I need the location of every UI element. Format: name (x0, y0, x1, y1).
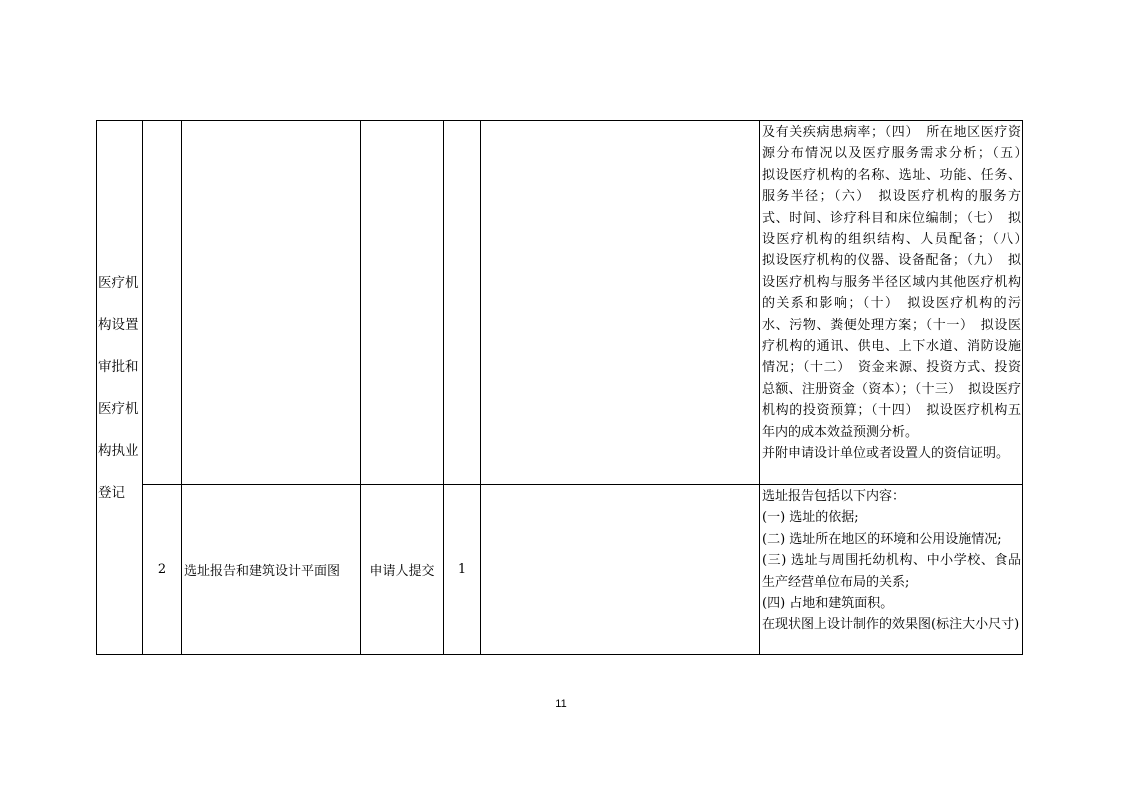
sequence-cell: 2 (143, 485, 182, 655)
material-cell: 选址报告和建筑设计平面图 (182, 485, 361, 655)
requirement-cell (760, 121, 1023, 485)
source-cell: 申请人提交 (361, 485, 444, 655)
count-cell: 1 (444, 485, 481, 655)
document-table (96, 120, 1023, 655)
requirement-text: 及有关疾病患病率；（四） 所在地区医疗资源分布情况以及医疗服务需求分析；（五） 拟设医疗机构的名称、选址、功能、任务、服务半径；（六） 拟设医疗机构的服务方式、时间、诊疗科目和床位编制；（七） 拟设医疗机构的组织结构、人员配备；（八） 拟设医疗机构的仪器、设备配备；（九） 拟设医疗机构与服务半径区域内其他医疗机构的关系和影响；（十） 拟设医疗机构的污水、污物、粪便处理方案；（十一） 拟设医疗机构的通讯、供电、上下水道、消防设施情况；（十二） 资金来源、投资方式、投资总额、注册资金（资本）；（十三） 拟设医疗机构的投资预算；（十四） 拟设医疗机构五年内的成本效益预测分析。 并附申请设计单位或者设置人的资信证明。 (762, 125, 1021, 462)
blank-cell (481, 485, 760, 655)
table-row (97, 121, 1023, 485)
blank-cell (481, 121, 760, 485)
item-name-cell (97, 121, 143, 655)
source-cell (361, 121, 444, 485)
sequence-cell (143, 121, 182, 485)
requirement-text: 选址报告包括以下内容： (一) 选址的依据; (二) 选址所在地区的环境和公用设施情况; (三) 选址与周围托幼机构、中小学校、食品生产经营单位布局的关系; (四) 占地和建筑面积。 在现状图上设计制作的效果图(标注大小尺寸) (762, 489, 1021, 633)
item-name: 医疗机 构设置 审批和 医疗机 构执业 登记 (98, 274, 139, 501)
count-cell (444, 121, 481, 485)
requirement-cell (760, 485, 1023, 655)
page-number: 11 (555, 698, 567, 710)
table-row (97, 485, 1023, 655)
material-cell (182, 121, 361, 485)
